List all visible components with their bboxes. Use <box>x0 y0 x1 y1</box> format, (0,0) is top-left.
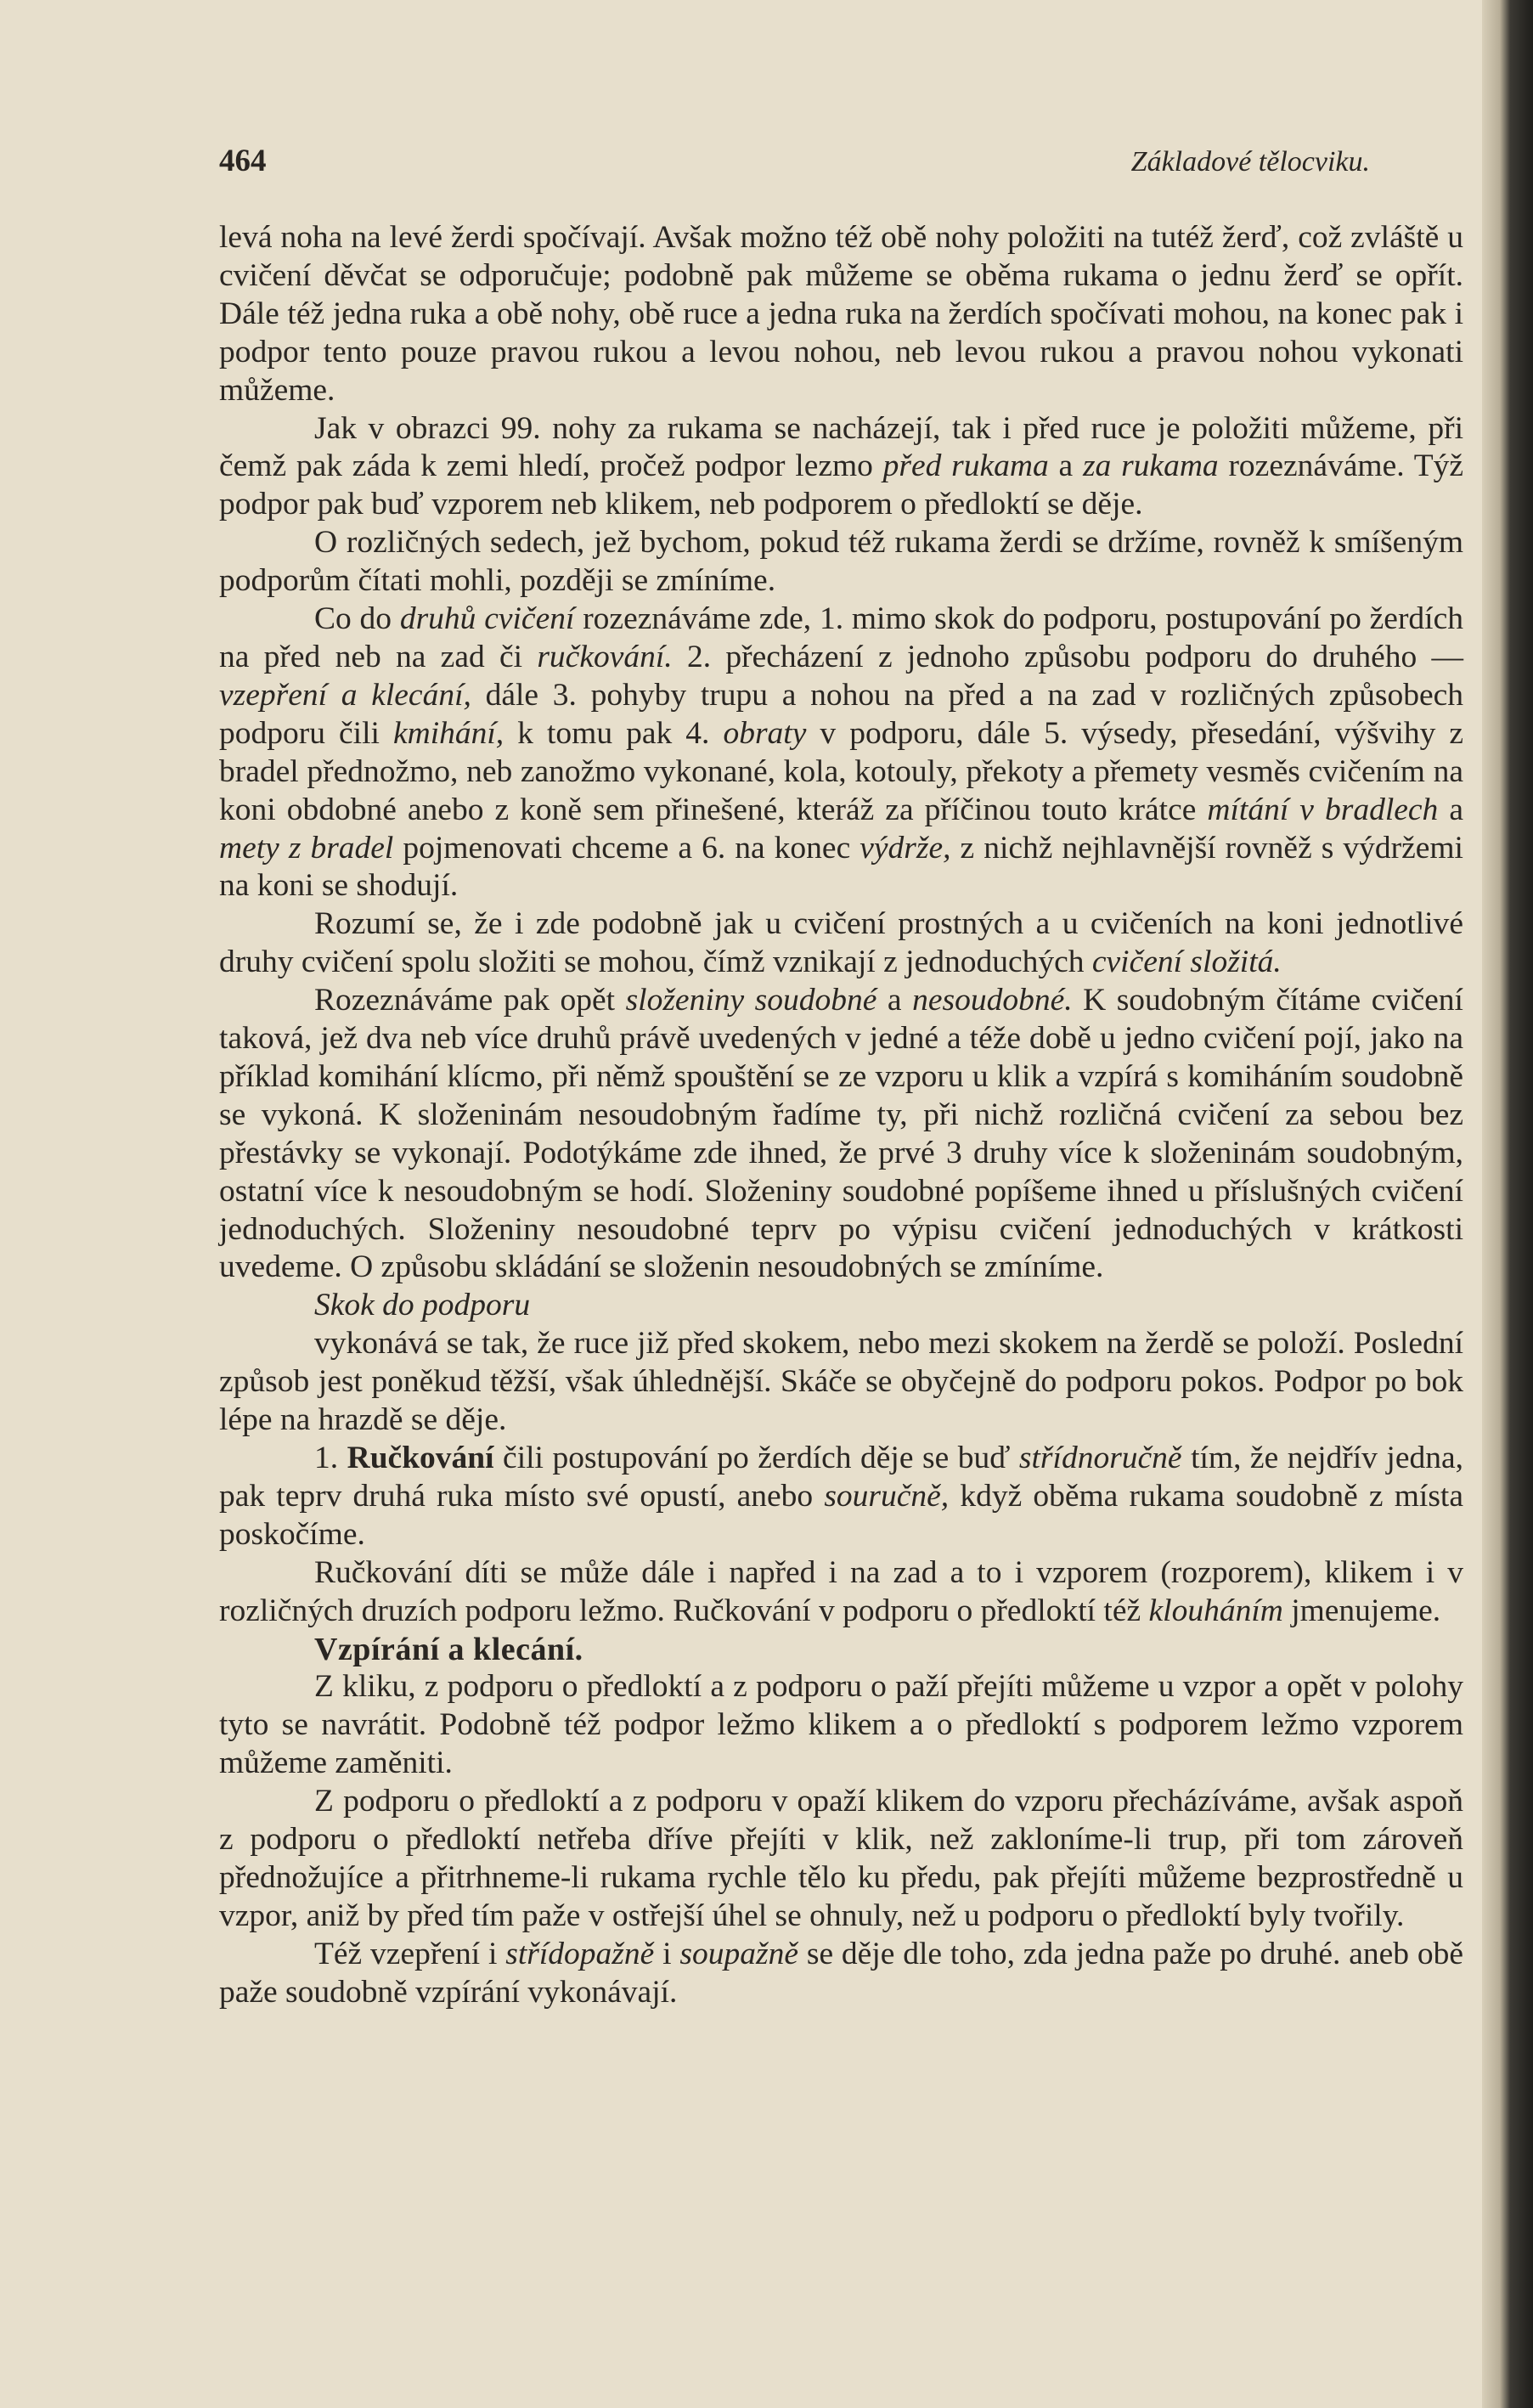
italic-term: soupažně <box>679 1936 798 1971</box>
paragraph <box>219 982 1463 1287</box>
paragraph <box>219 410 1463 525</box>
italic-term: výdrže, <box>859 830 951 866</box>
text-run: 1. <box>314 1441 347 1475</box>
text-run: Též vzepření i <box>314 1936 506 1971</box>
paragraph <box>219 1325 1463 1440</box>
italic-term: souručně, <box>824 1478 950 1514</box>
italic-term: cvičení složitá. <box>1091 945 1282 980</box>
italic-term: složeniny soudobné <box>625 983 877 1018</box>
text-run: Vzpírání a klecání. <box>314 1631 583 1667</box>
text-run: Jak v obrazci 99. nohy za rukama se nacházejí, tak i před ruce je položiti můžeme, při čemž pak záda k zemi hledí, pročež podpor lezmo <box>219 410 1463 484</box>
text-run: a <box>1048 448 1083 484</box>
book-spine-shadow <box>1482 0 1533 2408</box>
italic-term: střídopažně <box>505 1936 655 1971</box>
italic-term: druhů cvičení <box>399 601 575 637</box>
page-header <box>219 143 1463 187</box>
section-heading <box>219 1631 1463 1669</box>
paragraph <box>219 1668 1463 1783</box>
text-run: 2. přecházení z jednoho způsobu podporu do druhého — <box>672 639 1463 674</box>
text-run: z nichž nejhlavnější rovněž s výdržemi na koni se shodují. <box>219 830 1463 904</box>
italic-term: střídnoručně <box>1018 1441 1182 1475</box>
text-run: Co do <box>314 601 400 637</box>
italic-term: za rukama <box>1082 448 1219 484</box>
paragraph <box>219 1440 1463 1554</box>
paragraph <box>219 601 1463 905</box>
text-run: v podporu, dále 5. výsedy, přesedání, výšvihy z bradel přednožmo, neb zanožmo vykonané, kola, kotouly, překoty a přemety vesměs cvičením na koni obdobné anebo z koně sem přinešené, kteráž za příčinou touto krátce <box>219 715 1464 827</box>
text-run: Z podporu o předloktí a z podporu v opaží klikem do vzporu přecházíváme, avšak aspoň z podporu o předloktí netřeba dříve přejíti v klik, než zakloníme-li trup, při tom zároveň přednožujíce a přitrhneme-li rukama rychle tělo ku předu, pak přejíti můžeme bezprostředně u vzpor, aniž by před tím paže v ostřejší úhel se ohnuly, než u podporu o předloktí byly tvořily. <box>219 1784 1463 1933</box>
text-run: K soudobným čítáme cvičení taková, jež dva neb více druhů právě uvedených v jedné a téže době u jedno cvičení pojí, jako na příklad komihání klícmo, při němž spouštění se ze vzporu u klik a vzpírá s komiháním soudobně se vykoná. K složeninám nesoudobným řadíme ty, při nichž rozličná cvičení za sebou bez přestávky se vykonají. Podotýkáme zde ihned, že prvé 3 druhy více k složeninám soudobným, ostatní více k nesoudobným se hodí. Složeniny soudobné popíšeme ihned u příslušných cvičení jednoduchých. Složeniny nesoudobné teprv po výpisu cvičení jednoduchých v krátkosti uvedeme. O způsobu skládání se složenin nesoudobných se zmíníme. <box>219 983 1463 1285</box>
italic-term: před rukama <box>882 448 1049 484</box>
italic-term: nesoudobné. <box>912 983 1073 1018</box>
paragraph <box>219 219 1463 410</box>
paragraph <box>219 905 1463 982</box>
text-run: dále 3. pohyby trupu a nohou na před a na zad v rozličných způsobech podporu čili <box>219 677 1464 751</box>
text-run: tím, že nejdřív jedna, pak teprv druhá ruka místo své opustí, anebo <box>219 1441 1463 1514</box>
text-run: čili postupování po žerdích děje se buď <box>493 1441 1019 1475</box>
text-run: Z kliku, z podporu o předloktí a z podporu o paží přejíti můžeme u vzpor a opět v polohy tyto se navrátit. Podobně též podpor ležmo klikem a o předloktí s podporem ležmo vzporem můžeme zaměniti. <box>219 1669 1463 1781</box>
italic-term: ručkování. <box>537 639 673 674</box>
paragraph <box>219 1936 1463 2012</box>
text-run: když oběma rukama soudobně z místa poskočíme. <box>219 1478 1463 1552</box>
text-run: a <box>876 983 913 1018</box>
italic-term: klouháním <box>1148 1593 1283 1628</box>
text-run: se děje dle toho, zda jedna paže po druhé. aneb obě paže soudobně vzpírání vykonávají. <box>219 1936 1464 2010</box>
italic-term: kmihání, <box>392 715 504 751</box>
text-run: rozeznáváme zde, 1. mimo skok do podporu, postupování po žerdích na před neb na zad či <box>219 601 1463 674</box>
text-run: a <box>1438 792 1463 827</box>
text-run: Rozeznáváme pak opět <box>314 983 626 1018</box>
text-run: i <box>654 1936 680 1971</box>
book-page <box>219 143 1463 2012</box>
italic-term: vzepření a klecání, <box>219 677 471 713</box>
subsection-heading <box>219 1287 1463 1325</box>
page-number: 464 <box>219 144 267 178</box>
text-run: levá noha na levé žerdi spočívají. Avšak možno též obě nohy položiti na tutéž žerď, což zvláště u cvičení děvčat se odporučuje; podobně pak můžeme se oběma rukama o jednu žerď se opřít. Dále též jedna ruka a obě nohy, obě ruce a jedna ruka na žerdích spočívati mohou, na konec pak i podpor tento pouze pravou rukou a levou nohou, neb levou rukou a pravou nohou vykonati můžeme. <box>219 220 1463 408</box>
text-run: jmenujeme. <box>1282 1593 1441 1628</box>
text-run: vykonává se tak, že ruce již před skokem, nebo mezi skokem na žerdě se položí. Poslední způsob jest poněkud těžší, však úhlednější. Skáče se obyčejně do podporu pokos. Podpor po bok lépe na hrazdě se děje. <box>219 1326 1463 1438</box>
running-title: Základové tělocviku. <box>1130 146 1370 178</box>
text-run: Rozumí se, že i zde podobně jak u cvičení prostných a u cvičeních na koni jednotlivé druhy cvičení spolu složiti se mohou, čímž vznikají z jednoduchých <box>219 906 1463 980</box>
italic-term: obraty <box>723 715 807 751</box>
paragraph <box>219 1554 1463 1631</box>
text-run: Ručkování díti se může dále i napřed i na zad a to i vzporem (rozporem), klikem i v rozličných druzích podporu ležmo. Ručkování v podporu o předloktí též <box>219 1554 1463 1628</box>
italic-term: mety z bradel <box>219 830 394 866</box>
text-run: rozeznáváme. Týž podpor pak buď vzporem neb klikem, neb podporem o předloktí se děje. <box>219 448 1463 522</box>
paragraph <box>219 1783 1463 1936</box>
body-text <box>219 219 1463 2012</box>
text-run: pojmenovati chceme a 6. na konec <box>393 830 860 866</box>
text-run: O rozličných sedech, jež bychom, pokud též rukama žerdi se držíme, rovněž k smíšeným podporům čítati mohli, později se zmíníme. <box>219 525 1463 599</box>
paragraph <box>219 524 1463 601</box>
text-run: k tomu pak 4. <box>504 715 724 751</box>
bold-term: Ručkování <box>347 1441 494 1475</box>
italic-term: Skok do podporu <box>314 1288 531 1323</box>
italic-term: mítání v bradlech <box>1207 792 1439 827</box>
